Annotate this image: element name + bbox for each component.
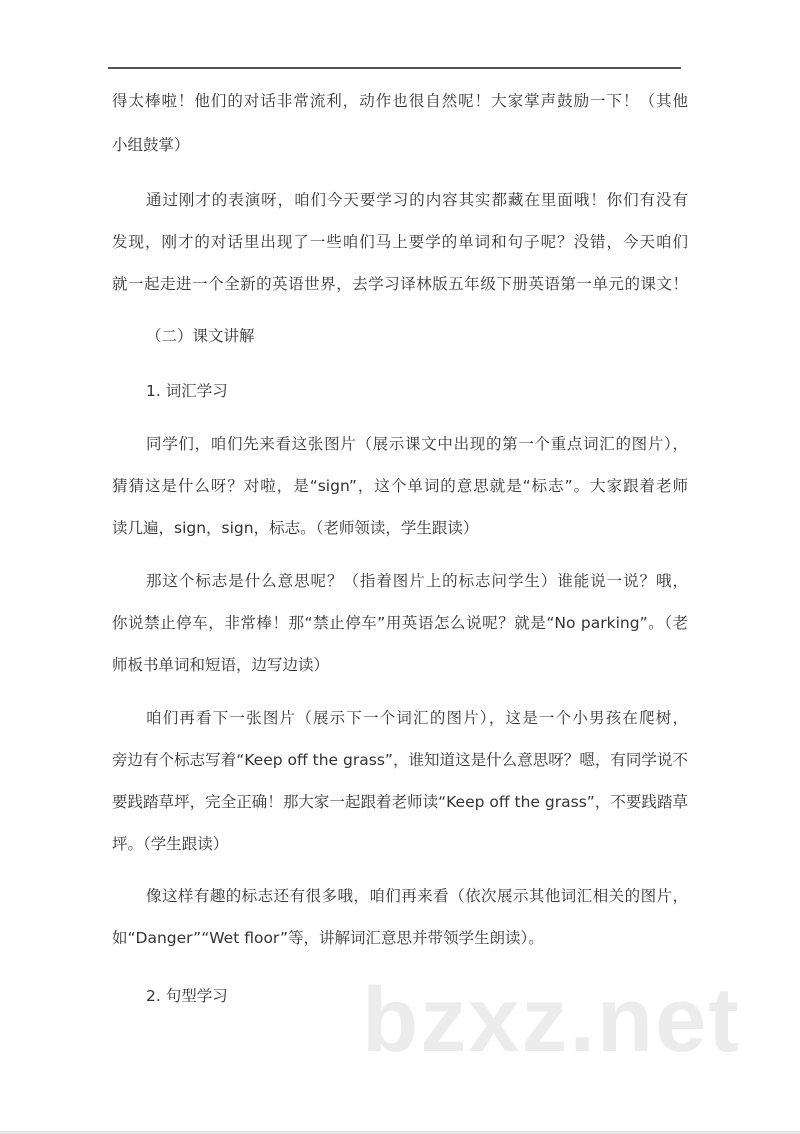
text-line: 你说禁止停车，非常棒！那“禁止停车”用英语怎么说呢？就是“No parking”。（老 [112,614,688,632]
text-line: 通过刚才的表演呀，咱们今天要学习的内容其实都藏在里面哦！你们有没有 [146,191,688,209]
text-line: 读几遍，sign，sign，标志。（老师领读，学生跟读） [112,519,479,537]
text-line: 就一起走进一个全新的英语世界，去学习译林版五年级下册英语第一单元的课文！ [112,275,688,293]
text-line: 像这样有趣的标志还有很多哦，咱们再来看（依次展示其他词汇相关的图片， [146,887,688,905]
text-line: 那这个标志是什么意思呢？（指着图片上的标志问学生）谁能说一说？哦， [146,572,688,590]
section-heading: （二）课文讲解 [146,327,255,345]
text-line: 师板书单词和短语，边写边读） [112,656,330,674]
text-line: 如“Danger”“Wet floor”等，讲解词汇意思并带领学生朗读）。 [112,929,544,947]
subsection-heading: 2. 句型学习 [146,987,228,1005]
text-line: 旁边有个标志写着“Keep off the grass”，谁知道这是什么意思呀？嗯，有同学说不 [112,751,688,769]
text-line: 同学们，咱们先来看这张图片（展示课文中出现的第一个重点词汇的图片）， [146,435,688,453]
text-line: 要践踏草坪，完全正确！那大家一起跟着老师读“Keep off the grass”，不要践踏草 [112,793,688,811]
subsection-heading: 1. 词汇学习 [146,382,228,400]
text-line: 发现，刚才的对话里出现了一些咱们马上要学的单词和句子呢？没错，今天咱们 [112,233,688,251]
text-line: 小组鼓掌） [112,136,190,154]
text-line: 坪。（学生跟读） [112,835,229,853]
text-line: 猜猜这是什么呀？对啦，是“sign”，这个单词的意思就是“标志”。大家跟着老师 [112,477,688,495]
text-line: 得太棒啦！他们的对话非常流利，动作也很自然呢！大家掌声鼓励一下！（其他 [112,92,688,110]
header-rule [108,67,681,69]
watermark: bzxz.net [362,969,741,1071]
text-line: 咱们再看下一张图片（展示下一个词汇的图片），这是一个小男孩在爬树， [146,709,688,727]
